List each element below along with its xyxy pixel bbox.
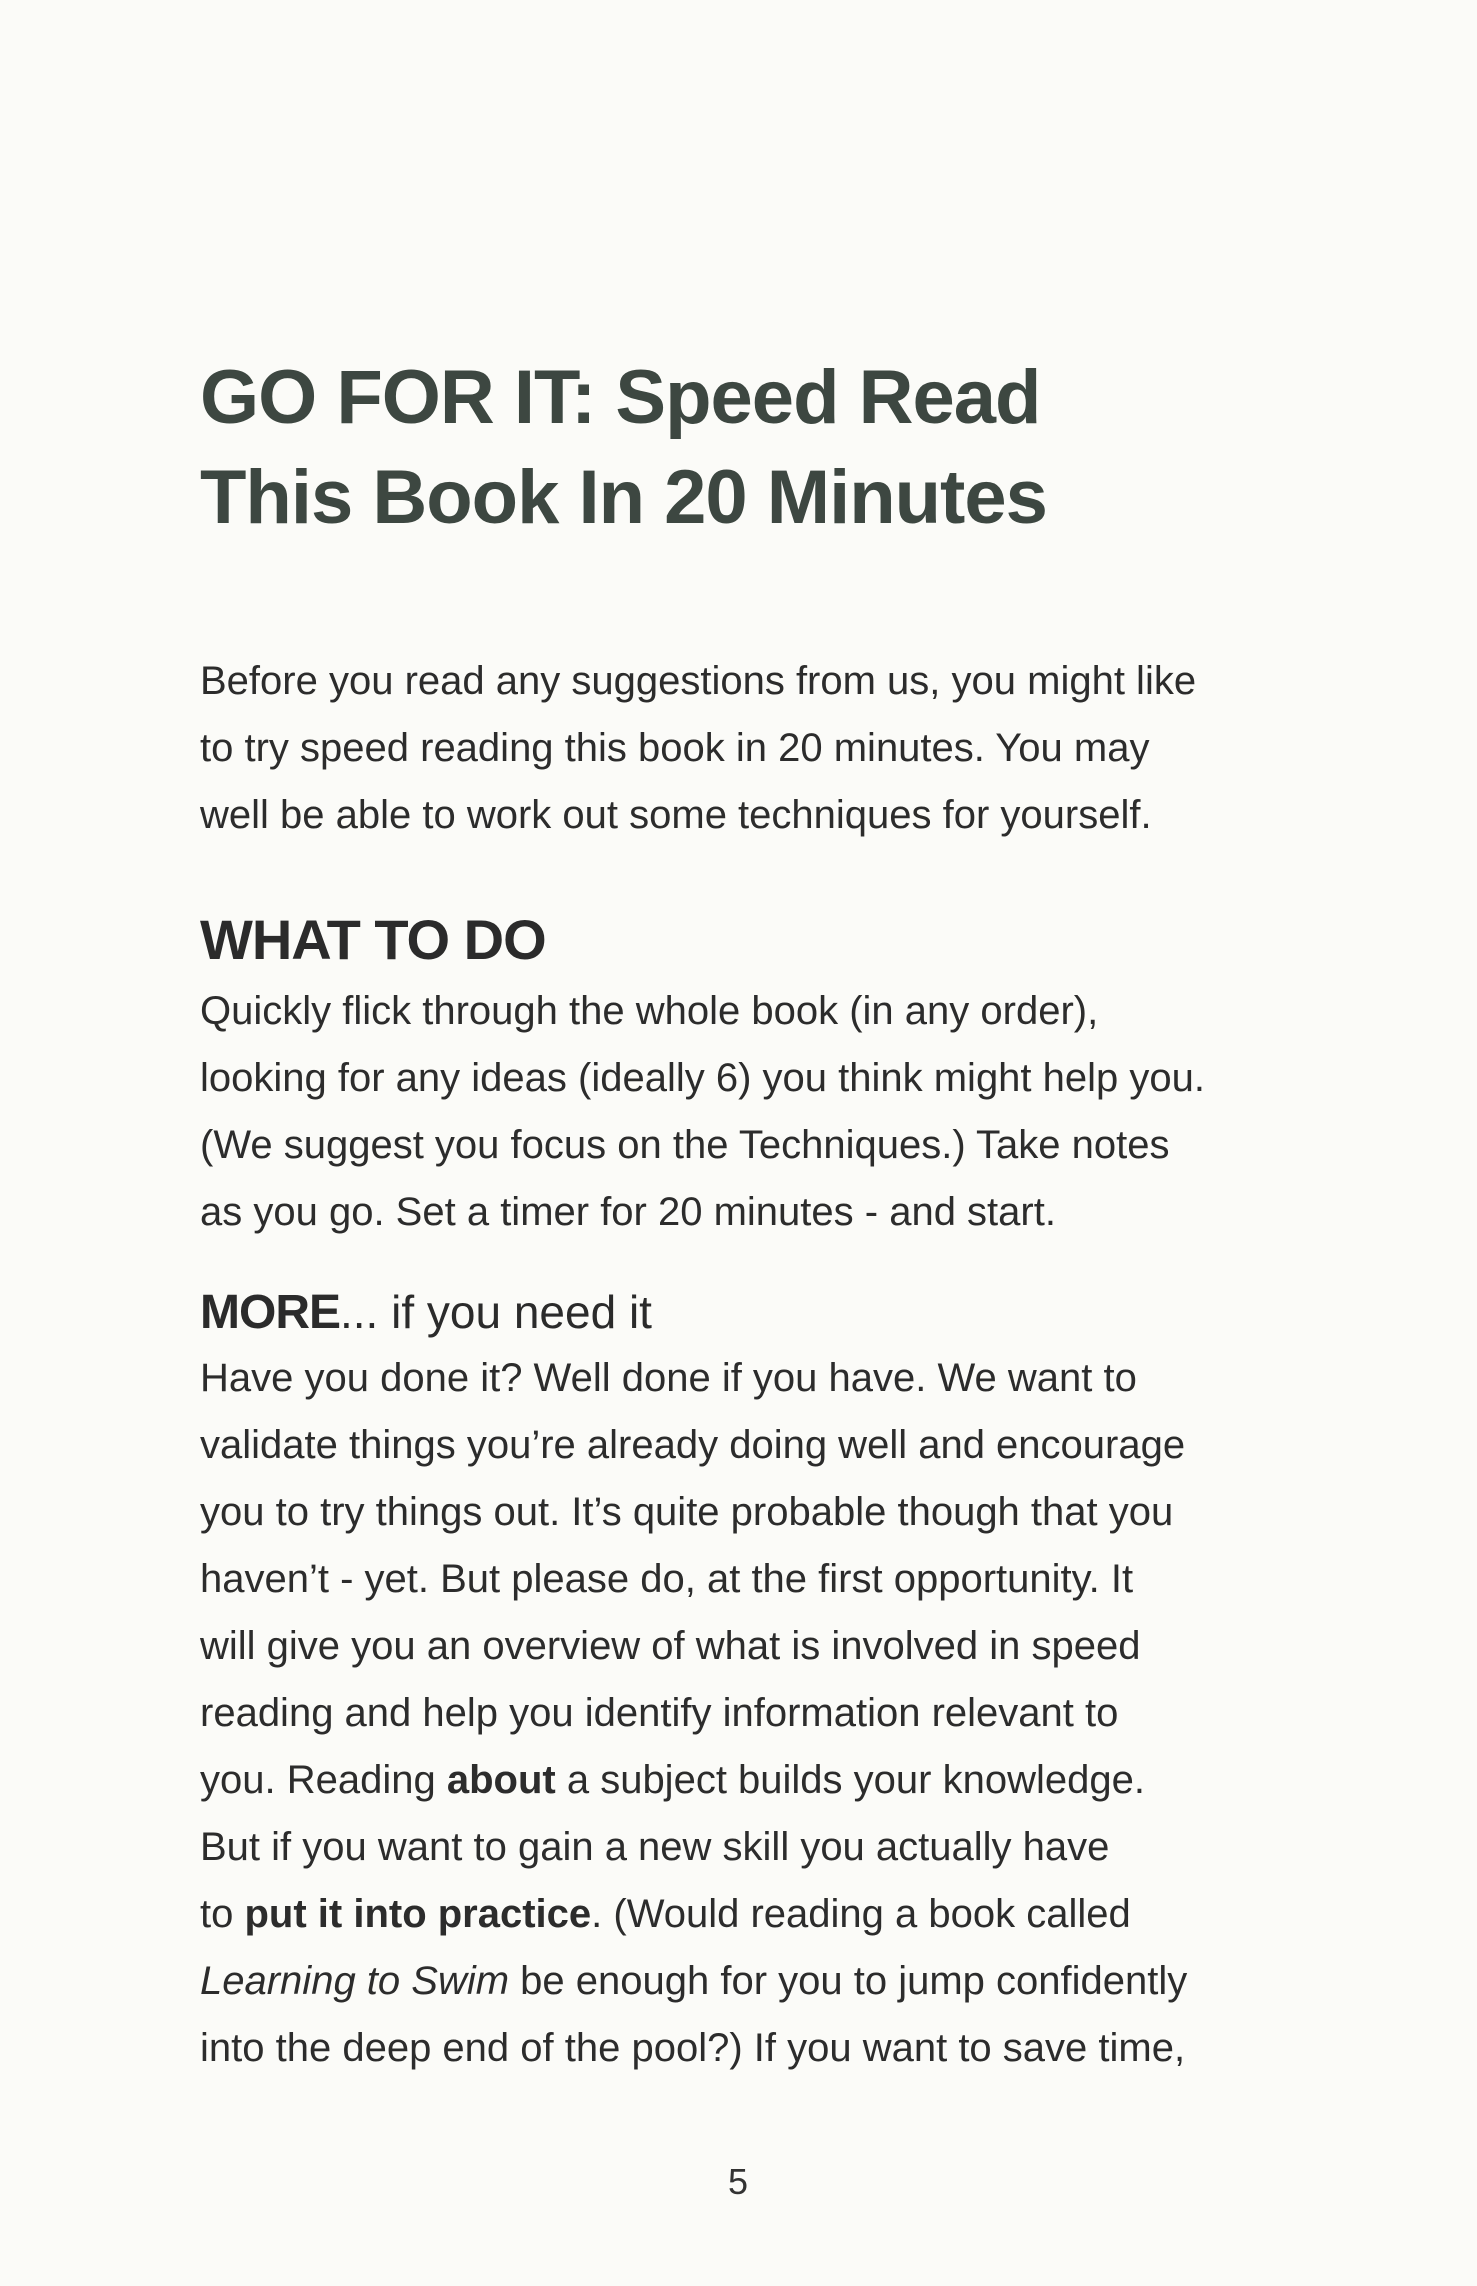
page-number: 5 [727, 2161, 749, 2202]
emphasis-put-into-practice: put it into practice [244, 1892, 592, 1936]
more-heading-rest: ... if you need it [340, 1286, 652, 1338]
more-line-7-end: a subject builds your knowledge. [555, 1758, 1145, 1802]
more-line-7 [200, 1747, 1350, 1814]
what-to-do-line: as you go. Set a timer for 20 minutes - and start. [200, 1190, 1056, 1234]
intro-line: to try speed reading this book in 20 minutes. You may [200, 726, 1150, 770]
more-line-10-end: be enough for you to jump confidently [509, 1959, 1188, 2003]
emphasis-about: about [446, 1758, 556, 1802]
book-title-learning-to-swim: Learning to Swim [200, 1959, 510, 2003]
more-line-7-start: you. Reading [200, 1758, 447, 1802]
intro-line: well be able to work out some techniques for yourself. [200, 793, 1152, 837]
more-line: haven’t - yet. But please do, at the first opportunity. It [200, 1557, 1134, 1601]
intro-paragraph [200, 648, 1350, 849]
page-title [200, 348, 1320, 548]
more-paragraph [200, 1345, 1350, 2082]
what-to-do-line: (We suggest you focus on the Techniques.) Take notes [200, 1123, 1170, 1167]
more-line-9 [200, 1881, 1350, 1948]
more-heading [200, 1277, 652, 1348]
more-line-10 [200, 1948, 1350, 2015]
what-to-do-paragraph [200, 978, 1350, 1246]
more-line: reading and help you identify information relevant to [200, 1691, 1119, 1735]
more-line-9-start: to [200, 1892, 245, 1936]
what-to-do-line: looking for any ideas (ideally 6) you think might help you. [200, 1056, 1205, 1100]
more-line: Have you done it? Well done if you have. We want to [200, 1356, 1137, 1400]
more-heading-bold: MORE [200, 1286, 340, 1339]
more-line: will give you an overview of what is involved in speed [200, 1624, 1141, 1668]
more-line: validate things you’re already doing well and encourage [200, 1423, 1186, 1467]
intro-line: Before you read any suggestions from us, you might like [200, 659, 1197, 703]
what-to-do-line: Quickly flick through the whole book (in any order), [200, 989, 1099, 1033]
more-line: you to try things out. It’s quite probable though that you [200, 1490, 1174, 1534]
title-line-1: GO FOR IT: Speed Read [200, 355, 1041, 440]
what-to-do-heading: WHAT TO DO [200, 908, 546, 971]
more-line-11: into the deep end of the pool?) If you want to save time, [200, 2026, 1186, 2070]
more-line-9-end: . (Would reading a book called [591, 1892, 1131, 1936]
title-line-2: This Book In 20 Minutes [200, 455, 1047, 540]
more-line-8: But if you want to gain a new skill you actually have [200, 1825, 1110, 1869]
